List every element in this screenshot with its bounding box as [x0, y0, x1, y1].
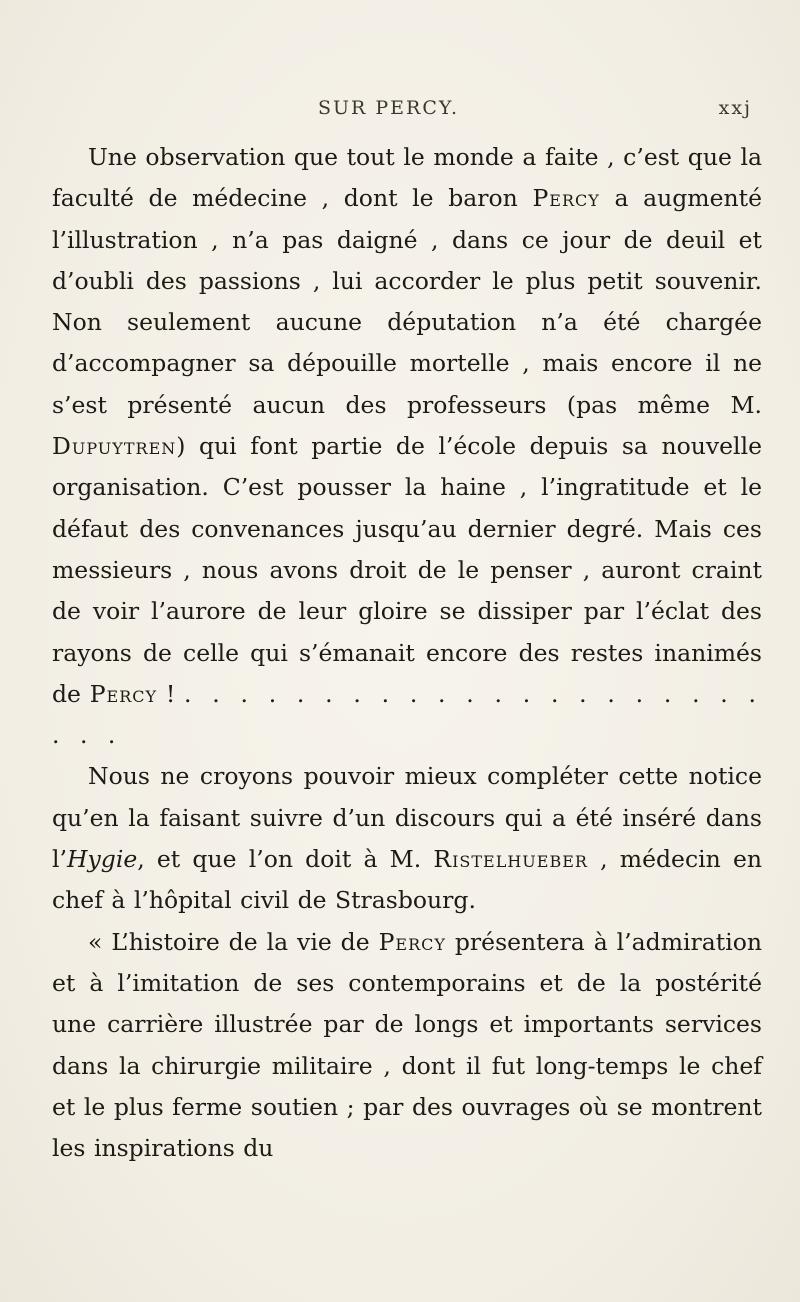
name-percy: Percy [89, 679, 158, 708]
body-text [52, 137, 762, 1169]
paragraph-2 [52, 756, 762, 921]
name-percy: Percy [532, 184, 600, 213]
name-percy: Percy [378, 927, 446, 956]
leader-dots: . . . . . . . . . . . . . . . . . . . . . . . . [52, 679, 762, 750]
paragraph-2-text-a: Nous ne croyons pouvoir mieux compléter cette notice qu’en la faisant suivre d’un discours qui a été inséré dans l’ [52, 762, 762, 874]
paragraph-3 [52, 922, 762, 1170]
paragraph-3-text-b: présentera à l’admiration et à l’imitation de ses contemporains et de la postérité une carrière illustrée par de longs et importants services dans la chirurgie militaire , dont il fut long-temps le chef et le plus ferme soutien ; par des ouvrages où se montrent les inspirations du [52, 927, 762, 1163]
name-ristelhueber: Ristelhueber [433, 845, 588, 874]
running-head-title: SUR PERCY. [318, 97, 460, 119]
paragraph-2-text-c: , médecin en chef à l’hôpital civil de Strasbourg. [52, 845, 762, 915]
paragraph-1-text-b: a augmenté l’illustration , n’a pas daigné , dans ce jour de deuil et d’oubli des passions , lui accorder le plus petit souvenir. Non seulement aucune députation n’a été chargée d’accompagner sa dépouille mortelle , mais encore il ne s’est présenté aucun des professeurs (pas même M. [52, 184, 762, 419]
page-number: xxj [718, 97, 752, 119]
paragraph-3-text-a: « L’histoire de la vie de [88, 927, 379, 956]
journal-title-hygie: Hygie [67, 845, 138, 874]
paragraph-1-text-a: Une observation que tout le monde a faite , c’est que la faculté de médecine , dont le baron [52, 143, 762, 213]
paragraph-1 [52, 137, 762, 756]
paragraph-1-text-d: ! [157, 679, 176, 708]
paragraph-2-text-b: , et que l’on doit à M. [137, 845, 434, 874]
name-dupuytren: Dupuytren [52, 432, 177, 461]
paragraph-1-text-c: ) qui font partie de l’école depuis sa nouvelle organisation. C’est pousser la haine , l’ingratitude et le défaut des convenances jusqu’au dernier degré. Mais ces messieurs , nous avons droit de le penser , auront craint de voir l’aurore de leur gloire se dissiper par l’éclat des rayons de celle qui s’émanait encore des restes inanimés de [52, 432, 762, 708]
